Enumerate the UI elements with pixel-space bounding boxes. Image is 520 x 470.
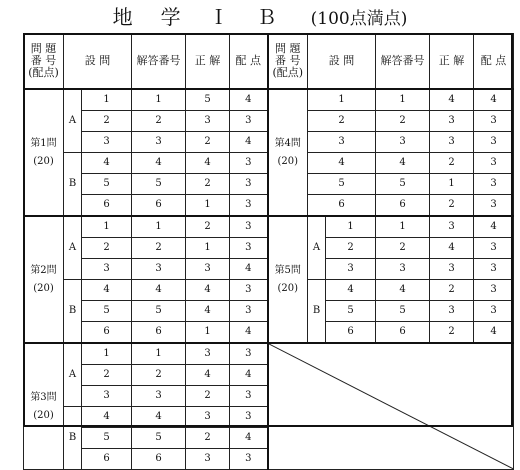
- page-title: [0, 2, 520, 32]
- answer-number-cell: 4: [376, 280, 430, 301]
- header-answer-number: 解答番号: [376, 34, 430, 90]
- answer-number-cell: 5: [132, 428, 186, 449]
- points-cell: 4: [474, 216, 514, 238]
- question-cell: 4: [308, 153, 376, 174]
- points-cell: 3: [230, 280, 268, 301]
- question-cell: 6: [82, 322, 132, 344]
- sub-letter: A: [64, 216, 82, 280]
- question-cell: 2: [82, 365, 132, 386]
- correct-answer-cell: 4: [186, 153, 230, 174]
- answer-number-cell: 6: [132, 449, 186, 470]
- question-points: (20): [33, 155, 54, 167]
- correct-answer-cell: 4: [430, 89, 474, 111]
- answer-number-cell: 1: [376, 216, 430, 238]
- correct-answer-cell: 2: [186, 216, 230, 238]
- header-correct: 正 解: [430, 34, 474, 90]
- header-question-number: [268, 34, 308, 90]
- question-cell: 6: [82, 195, 132, 217]
- answer-number-cell: 1: [376, 89, 430, 111]
- diagonal-line: [269, 344, 514, 469]
- points-cell: 3: [230, 343, 268, 365]
- answer-number-cell: 4: [132, 153, 186, 174]
- question-cell: 3: [82, 132, 132, 153]
- header-line: 番 号: [30, 54, 57, 67]
- question-cell: 1: [326, 216, 376, 238]
- sub-letter: B: [64, 407, 82, 470]
- answer-table-body: [24, 34, 514, 470]
- question-number: 第4問: [274, 137, 301, 149]
- header-line: (配点): [28, 66, 59, 79]
- question-number: 第2問: [30, 264, 57, 276]
- points-cell: 3: [230, 386, 268, 407]
- correct-answer-cell: 2: [186, 132, 230, 153]
- question-cell: 1: [308, 89, 376, 111]
- answer-number-cell: 6: [132, 195, 186, 217]
- answer-number-cell: 6: [376, 322, 430, 344]
- header-question-number: [24, 34, 64, 90]
- question-cell: 1: [82, 89, 132, 111]
- question-cell: 2: [82, 111, 132, 132]
- empty-crossed-cell: [268, 343, 514, 470]
- header-points: 配 点: [230, 34, 268, 90]
- table-row: [24, 343, 514, 365]
- correct-answer-cell: 2: [430, 153, 474, 174]
- correct-answer-cell: 3: [186, 449, 230, 470]
- correct-answer-cell: 4: [186, 301, 230, 322]
- question-cell: 1: [82, 343, 132, 365]
- question-cell: 3: [82, 259, 132, 280]
- table-row: [24, 216, 514, 238]
- answer-number-cell: 3: [376, 259, 430, 280]
- correct-answer-cell: 2: [430, 322, 474, 344]
- points-cell: 3: [474, 111, 514, 132]
- question-cell: 4: [82, 280, 132, 301]
- points-cell: 3: [474, 153, 514, 174]
- correct-answer-cell: 2: [186, 428, 230, 449]
- question-cell: 2: [326, 238, 376, 259]
- header-row: [24, 34, 514, 90]
- question-cell: 4: [82, 407, 132, 428]
- answer-number-cell: 1: [132, 343, 186, 365]
- header-line: 番 号: [275, 54, 301, 67]
- points-cell: 4: [230, 428, 268, 449]
- question-label: [24, 216, 64, 343]
- correct-answer-cell: 1: [186, 238, 230, 259]
- answer-number-cell: 4: [376, 153, 430, 174]
- sub-letter: B: [308, 280, 326, 344]
- question-cell: 4: [326, 280, 376, 301]
- points-cell: 4: [474, 89, 514, 111]
- sub-letter: B: [64, 280, 82, 344]
- points-cell: 4: [230, 89, 268, 111]
- question-points: (20): [277, 282, 299, 294]
- points-cell: 3: [230, 111, 268, 132]
- header-line: 問 題: [30, 42, 57, 55]
- answer-number-cell: 2: [132, 238, 186, 259]
- correct-answer-cell: 2: [430, 280, 474, 301]
- correct-answer-cell: 2: [186, 386, 230, 407]
- question-cell: 2: [82, 238, 132, 259]
- question-cell: 6: [308, 195, 376, 217]
- points-cell: 3: [230, 238, 268, 259]
- points-cell: 3: [474, 195, 514, 217]
- points-cell: 4: [230, 132, 268, 153]
- question-cell: 5: [82, 174, 132, 195]
- points-cell: 3: [474, 132, 514, 153]
- answer-number-cell: 3: [132, 259, 186, 280]
- question-label: [24, 89, 64, 216]
- answer-number-cell: 3: [132, 132, 186, 153]
- table-row: [24, 89, 514, 111]
- question-label: [24, 343, 64, 470]
- correct-answer-cell: 1: [186, 322, 230, 344]
- correct-answer-cell: 3: [430, 132, 474, 153]
- subject-title: 地学ＩＢ: [112, 5, 305, 29]
- correct-answer-cell: 4: [430, 238, 474, 259]
- correct-answer-cell: 3: [186, 111, 230, 132]
- points-total: (100点満点): [310, 9, 408, 29]
- question-points: (20): [33, 409, 54, 421]
- points-cell: 3: [230, 174, 268, 195]
- answer-number-cell: 1: [132, 89, 186, 111]
- answer-number-cell: 4: [132, 407, 186, 428]
- answer-number-cell: 4: [132, 280, 186, 301]
- points-cell: 4: [474, 322, 514, 344]
- answer-table: [23, 33, 514, 470]
- question-number: 第1問: [30, 137, 57, 149]
- points-cell: 3: [474, 301, 514, 322]
- header-setsumon: 設 問: [308, 34, 376, 90]
- points-cell: 3: [474, 174, 514, 195]
- question-cell: 3: [308, 132, 376, 153]
- question-cell: 6: [326, 322, 376, 344]
- answer-number-cell: 5: [376, 301, 430, 322]
- question-points: (20): [277, 155, 299, 167]
- sub-letter: A: [64, 89, 82, 153]
- sub-letter: B: [64, 153, 82, 217]
- correct-answer-cell: 1: [430, 174, 474, 195]
- answer-number-cell: 2: [132, 111, 186, 132]
- answer-number-cell: 5: [132, 174, 186, 195]
- question-cell: 6: [82, 449, 132, 470]
- answer-number-cell: 2: [376, 111, 430, 132]
- correct-answer-cell: 2: [186, 174, 230, 195]
- correct-answer-cell: 4: [186, 365, 230, 386]
- points-cell: 3: [230, 153, 268, 174]
- question-cell: 5: [326, 301, 376, 322]
- question-number: 第3問: [30, 391, 57, 403]
- header-setsumon: 設 問: [64, 34, 132, 90]
- correct-answer-cell: 3: [430, 301, 474, 322]
- question-points: (20): [33, 282, 54, 294]
- question-cell: 5: [308, 174, 376, 195]
- points-cell: 3: [474, 238, 514, 259]
- correct-answer-cell: 4: [186, 280, 230, 301]
- question-cell: 3: [82, 386, 132, 407]
- answer-number-cell: 3: [376, 132, 430, 153]
- correct-answer-cell: 5: [186, 89, 230, 111]
- question-cell: 3: [326, 259, 376, 280]
- points-cell: 3: [230, 216, 268, 238]
- points-cell: 3: [474, 280, 514, 301]
- question-label: [268, 89, 308, 216]
- correct-answer-cell: 3: [430, 111, 474, 132]
- points-cell: 3: [474, 259, 514, 280]
- points-cell: 4: [230, 259, 268, 280]
- answer-number-cell: 3: [132, 386, 186, 407]
- answer-number-cell: 1: [132, 216, 186, 238]
- points-cell: 4: [230, 322, 268, 344]
- answer-number-cell: 2: [376, 238, 430, 259]
- sub-letter: A: [64, 343, 82, 407]
- question-label: [268, 216, 308, 343]
- question-cell: 5: [82, 301, 132, 322]
- header-correct: 正 解: [186, 34, 230, 90]
- header-answer-number: 解答番号: [132, 34, 186, 90]
- header-points: 配 点: [474, 34, 514, 90]
- question-cell: 4: [82, 153, 132, 174]
- points-cell: 4: [230, 365, 268, 386]
- points-cell: 3: [230, 301, 268, 322]
- correct-answer-cell: 2: [430, 195, 474, 217]
- answer-number-cell: 5: [376, 174, 430, 195]
- answer-number-cell: 5: [132, 301, 186, 322]
- correct-answer-cell: 1: [186, 195, 230, 217]
- correct-answer-cell: 3: [430, 259, 474, 280]
- correct-answer-cell: 3: [430, 216, 474, 238]
- question-cell: 1: [82, 216, 132, 238]
- question-number: 第5問: [274, 264, 301, 276]
- sub-letter: A: [308, 216, 326, 280]
- question-cell: 5: [82, 428, 132, 449]
- question-cell: 2: [308, 111, 376, 132]
- points-cell: 3: [230, 449, 268, 470]
- correct-answer-cell: 3: [186, 343, 230, 365]
- correct-answer-cell: 3: [186, 407, 230, 428]
- answer-number-cell: 2: [132, 365, 186, 386]
- header-line: 問 題: [275, 42, 301, 55]
- correct-answer-cell: 3: [186, 259, 230, 280]
- points-cell: 3: [230, 195, 268, 217]
- answer-number-cell: 6: [376, 195, 430, 217]
- header-line: (配点): [272, 66, 304, 79]
- points-cell: 3: [230, 407, 268, 428]
- answer-number-cell: 6: [132, 322, 186, 344]
